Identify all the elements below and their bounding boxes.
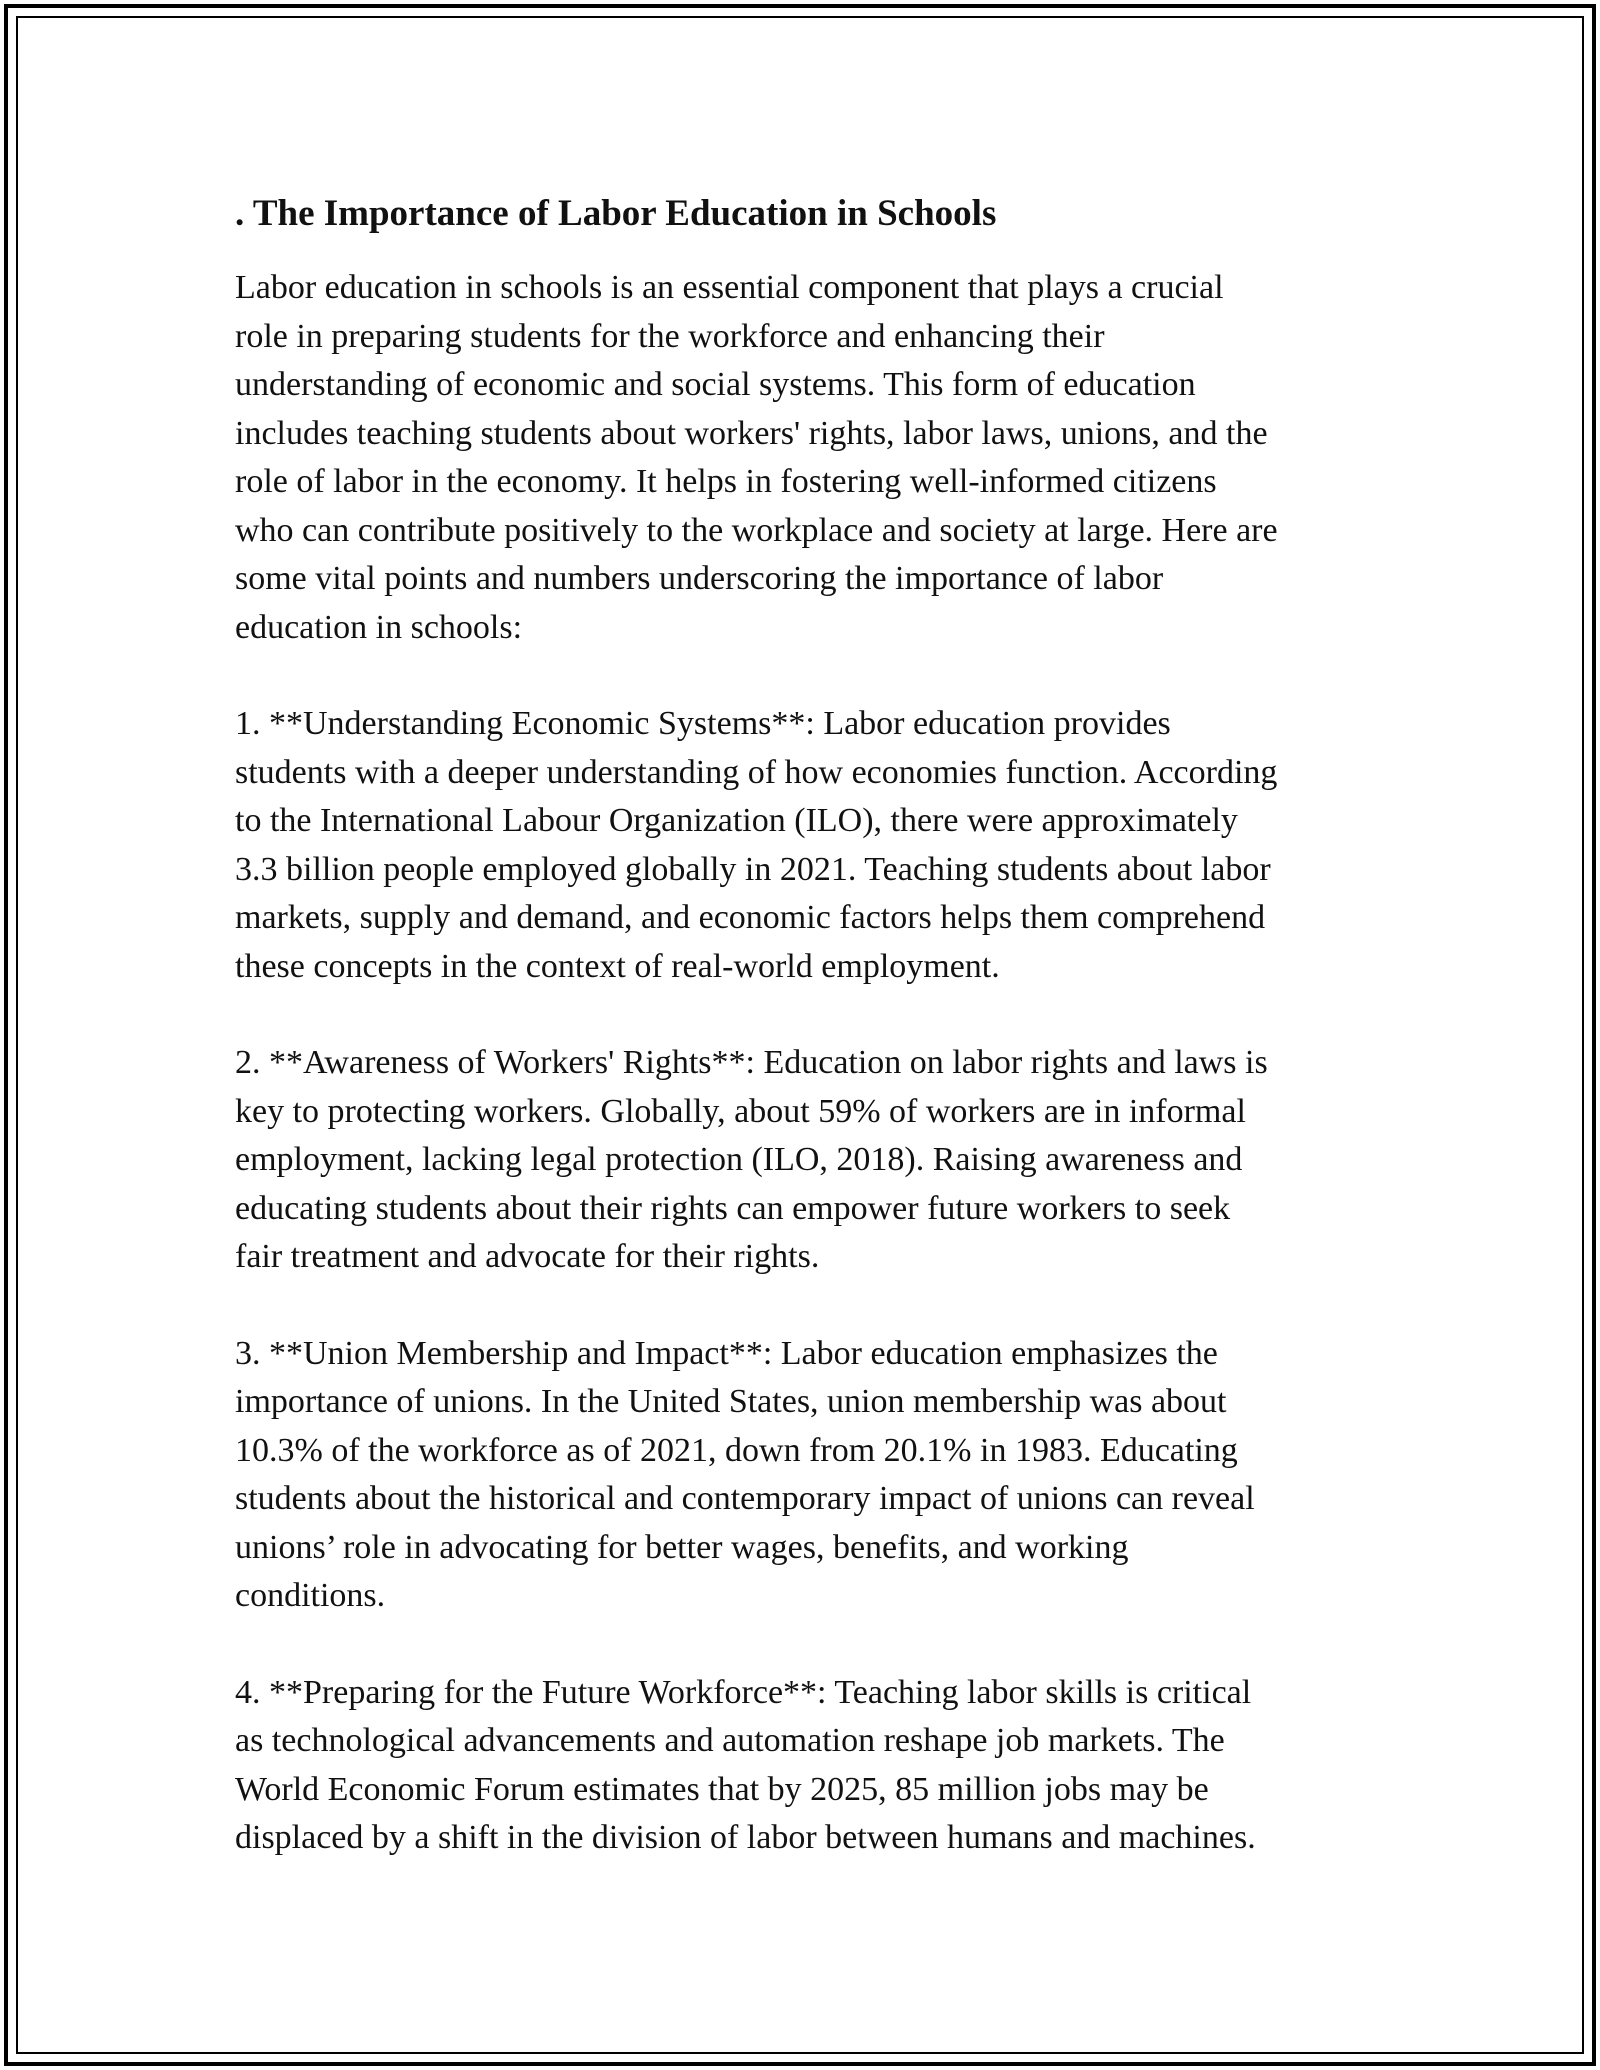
- point-1-paragraph: 1. **Understanding Economic Systems**: Labor education provides students with a deeper understanding of how economies function. According to the International Labour Organization (ILO), there were approximately 3.3 billion people employed globally in 2021. Teaching students about labor markets, supply and demand, and economic factors helps them comprehend these concepts in the context of real-world employment.: [235, 705, 1278, 985]
- document-body: [235, 188, 1375, 1911]
- document-heading: . The Importance of Labor Education in Schools: [235, 193, 997, 234]
- point-4-paragraph: 4. **Preparing for the Future Workforce**: Teaching labor skills is critical as technological advancements and automation reshape job markets. The World Economic Forum estimates that by 2025, 85 million jobs may be displaced by a shift in the division of labor between humans and machines.: [235, 1673, 1256, 1856]
- point-3-paragraph: 3. **Union Membership and Impact**: Labor education emphasizes the importance of unions. In the United States, union membership was about 10.3% of the workforce as of 2021, down from 20.1% in 1983. Educating students about the historical and contemporary impact of unions can reveal unions’ role in advocating for better wages, benefits, and working conditions.: [235, 1334, 1255, 1614]
- intro-paragraph: Labor education in schools is an essential component that plays a crucial role in preparing students for the workforce and enhancing their understanding of economic and social systems. This form of education includes teaching students about workers' rights, labor laws, unions, and the role of labor in the economy. It helps in fostering well-informed citizens who can contribute positively to the workplace and society at large. Here are some vital points and numbers underscoring the importance of labor education in schools:: [235, 269, 1278, 646]
- point-2-paragraph: 2. **Awareness of Workers' Rights**: Education on labor rights and laws is key to protecting workers. Globally, about 59% of workers are in informal employment, lacking legal protection (ILO, 2018). Raising awareness and educating students about their rights can empower future workers to seek fair treatment and advocate for their rights.: [235, 1044, 1268, 1275]
